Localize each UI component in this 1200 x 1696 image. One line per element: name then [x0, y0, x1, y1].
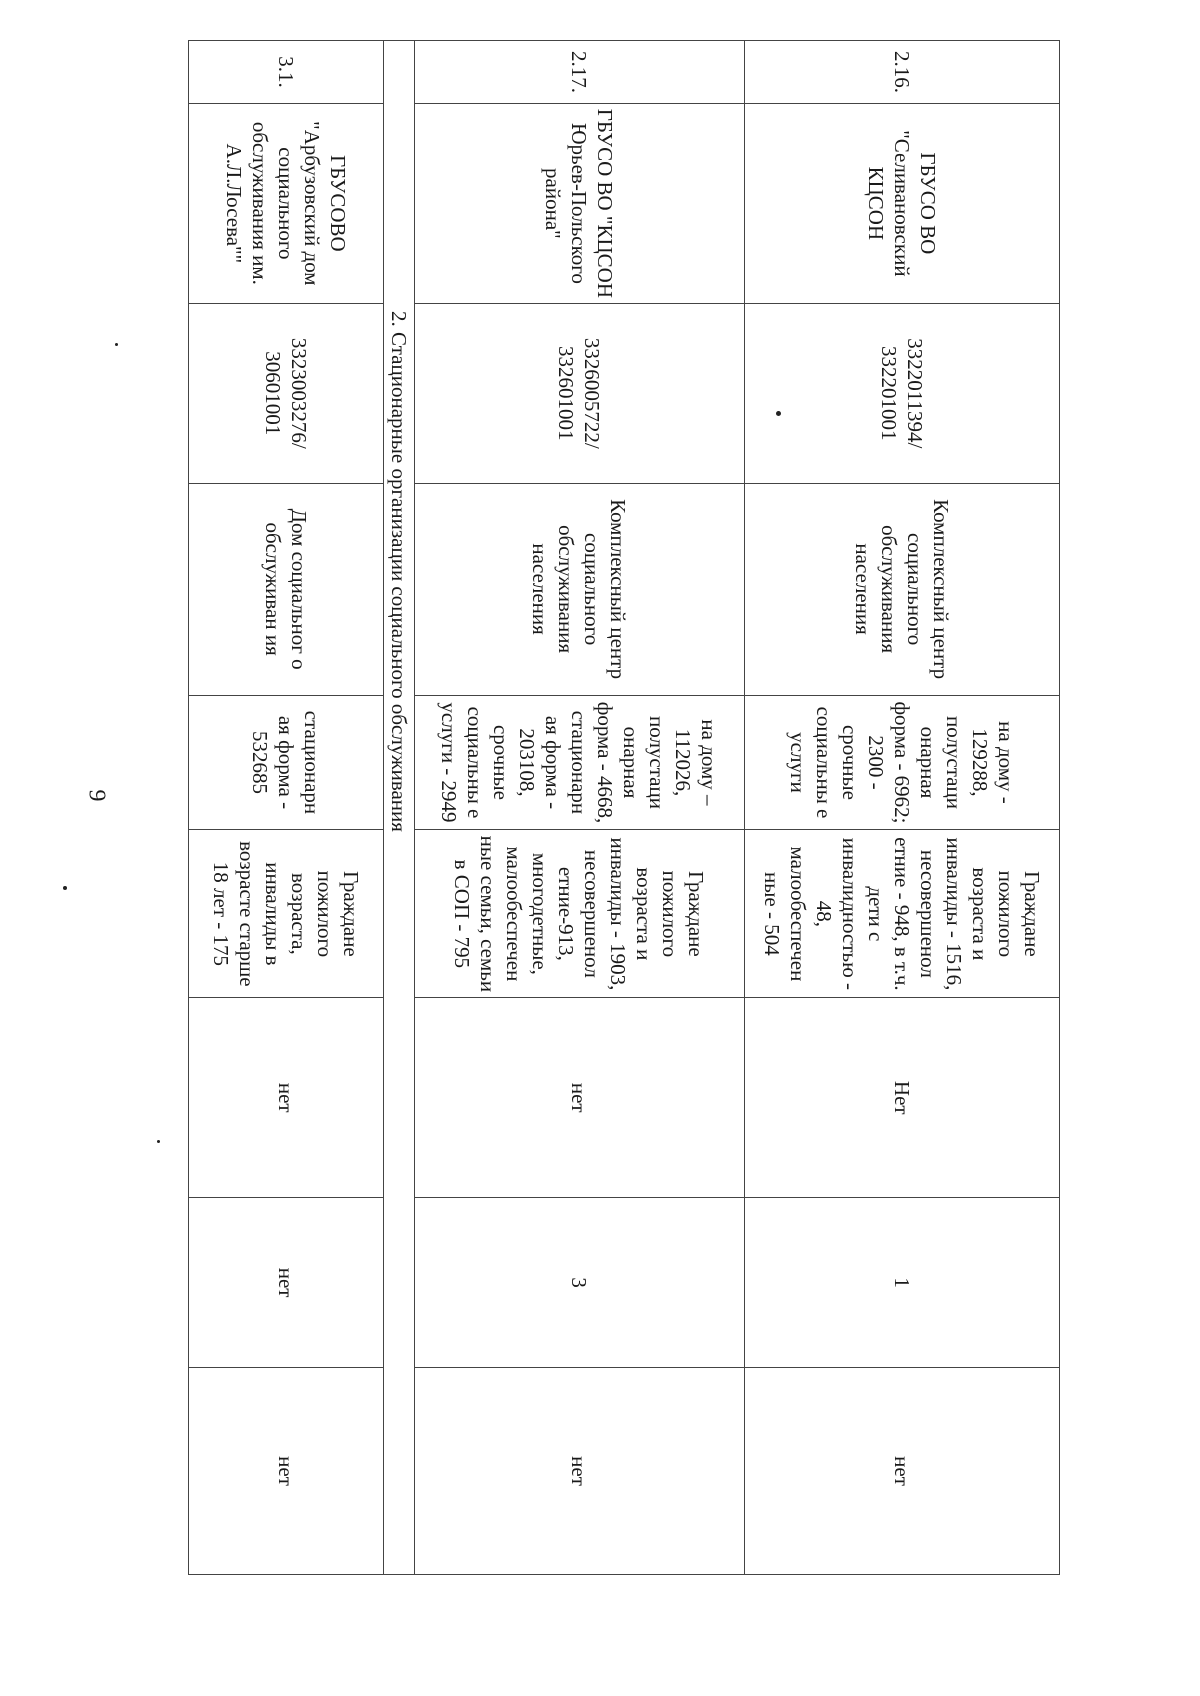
cell-col9: нет [415, 1368, 745, 1575]
table-row [745, 41, 1060, 1575]
inn-kpp: 3326005722/ 332601001 [415, 303, 745, 483]
section-title: 2. Стационарные организации социального обслуживания [384, 41, 415, 1575]
recipients: Граждане пожилого возраста и инвалиды - 1903, несовершенол етние-913, многодетные, малообеспечен ные семьи, семьи в СОП - 795 [415, 830, 745, 998]
cell-col9: нет [189, 1368, 384, 1575]
inn-kpp: 3323003276/ 30601001 [189, 303, 384, 483]
recipients: Граждане пожилого возраста и инвалиды - 1516, несовершенол етние - 948, в т.ч. дети с инвалидностью - 48, малообеспечен ные - 504 [745, 830, 1060, 998]
cell-col7: Нет [745, 998, 1060, 1198]
organization-name: ГБУСОВО "Арбузовский дом социального обслуживания им. А.Л.Лосева"" [189, 103, 384, 303]
table-row [415, 41, 745, 1575]
rotated-table-sheet [124, 40, 1060, 1575]
recipients: Граждане пожилого возраста, инвалиды в возрасте старше 18 лет - 175 [189, 830, 384, 998]
organization-name: ГБУСО ВО "КЦСОН Юрьев-Польского района" [415, 103, 745, 303]
service-forms: на дому - 129288, полустаци онарная форма - 6962; 2300 - срочные социальны е услуги [745, 695, 1060, 830]
service-forms: на дому – 112026, полустаци онарная форма - 4668, стационарн ая форма - 203108, срочные социальны е услуги - 2949 [415, 695, 745, 830]
service-forms: стационарн ая форма - 532685 [189, 695, 384, 830]
social-services-table [188, 40, 1060, 1575]
cell-col8: 1 [745, 1198, 1060, 1368]
organization-type: Дом социальног о обслуживан ия [189, 483, 384, 695]
inn-kpp: 3322011394/ 332201001 [745, 303, 1060, 483]
scan-dot [63, 886, 67, 890]
organization-type: Комплексный центр социального обслуживания населения [745, 483, 1060, 695]
section-header-row [384, 41, 415, 1575]
row-number: 2.17. [415, 41, 745, 104]
page-number: 9 [83, 789, 110, 802]
cell-col7: нет [189, 998, 384, 1198]
table-row [189, 41, 384, 1575]
cell-col8: нет [189, 1198, 384, 1368]
cell-col7: нет [415, 998, 745, 1198]
row-number: 2.16. [745, 41, 1060, 104]
row-number: 3.1. [189, 41, 384, 104]
organization-name: ГБУСО ВО "Селивановский КЦСОН [745, 103, 1060, 303]
cell-col9: нет [745, 1368, 1060, 1575]
organization-type: Комплексный центр социального обслуживания населения [415, 483, 745, 695]
cell-col8: 3 [415, 1198, 745, 1368]
scan-dot [115, 343, 118, 346]
